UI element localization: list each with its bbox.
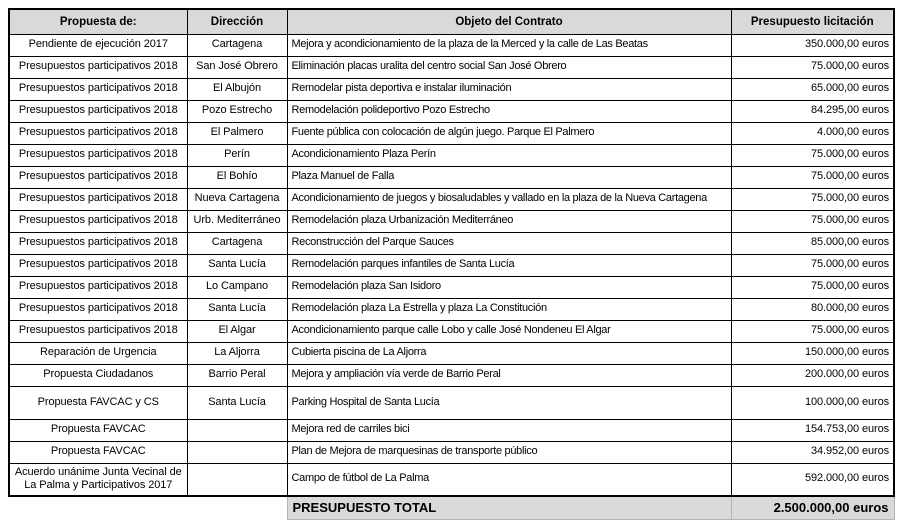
cell-propuesta: Presupuestos participativos 2018 — [9, 254, 187, 276]
cell-objeto: Mejora y acondicionamiento de la plaza de la Merced y la calle de Las Beatas — [287, 34, 731, 56]
cell-direccion: Santa Lucía — [187, 298, 287, 320]
col-header-direccion: Dirección — [187, 9, 287, 34]
table-row — [9, 210, 894, 232]
cell-propuesta: Acuerdo unánime Junta Vecinal de La Palma y Participativos 2017 — [9, 463, 187, 496]
cell-direccion: Nueva Cartagena — [187, 188, 287, 210]
cell-presupuesto: 75.000,00 euros — [731, 56, 894, 78]
cell-presupuesto: 75.000,00 euros — [731, 320, 894, 342]
table-header — [9, 9, 894, 34]
cell-objeto: Acondicionamiento parque calle Lobo y calle José Nondeneu El Algar — [287, 320, 731, 342]
cell-objeto: Remodelar pista deportiva e instalar iluminación — [287, 78, 731, 100]
cell-presupuesto: 154.753,00 euros — [731, 419, 894, 441]
cell-direccion — [187, 463, 287, 496]
col-header-propuesta: Propuesta de: — [9, 9, 187, 34]
table-body — [9, 34, 894, 496]
cell-presupuesto: 75.000,00 euros — [731, 188, 894, 210]
cell-propuesta: Pendiente de ejecución 2017 — [9, 34, 187, 56]
cell-presupuesto: 4.000,00 euros — [731, 122, 894, 144]
table-row — [9, 386, 894, 419]
cell-objeto: Acondicionamiento Plaza Perín — [287, 144, 731, 166]
cell-propuesta: Presupuestos participativos 2018 — [9, 144, 187, 166]
cell-propuesta: Presupuestos participativos 2018 — [9, 122, 187, 144]
cell-presupuesto: 75.000,00 euros — [731, 210, 894, 232]
table-footer — [9, 496, 894, 519]
cell-presupuesto: 85.000,00 euros — [731, 232, 894, 254]
cell-propuesta: Presupuestos participativos 2018 — [9, 276, 187, 298]
table-row — [9, 419, 894, 441]
total-amount: 2.500.000,00 euros — [731, 496, 894, 519]
cell-presupuesto: 75.000,00 euros — [731, 276, 894, 298]
cell-presupuesto: 75.000,00 euros — [731, 166, 894, 188]
cell-propuesta: Presupuestos participativos 2018 — [9, 210, 187, 232]
cell-presupuesto: 200.000,00 euros — [731, 364, 894, 386]
cell-propuesta: Presupuestos participativos 2018 — [9, 56, 187, 78]
cell-direccion: El Algar — [187, 320, 287, 342]
cell-objeto: Reconstrucción del Parque Sauces — [287, 232, 731, 254]
cell-objeto: Plaza Manuel de Falla — [287, 166, 731, 188]
cell-presupuesto: 75.000,00 euros — [731, 144, 894, 166]
cell-objeto: Mejora y ampliación vía verde de Barrio Peral — [287, 364, 731, 386]
cell-objeto: Mejora red de carriles bici — [287, 419, 731, 441]
cell-direccion: Santa Lucía — [187, 386, 287, 419]
cell-direccion: Santa Lucía — [187, 254, 287, 276]
table-row — [9, 364, 894, 386]
table-row — [9, 276, 894, 298]
cell-direccion: San José Obrero — [187, 56, 287, 78]
cell-presupuesto: 65.000,00 euros — [731, 78, 894, 100]
cell-propuesta: Propuesta FAVCAC — [9, 419, 187, 441]
budget-table — [8, 8, 895, 520]
cell-presupuesto: 100.000,00 euros — [731, 386, 894, 419]
cell-direccion — [187, 441, 287, 463]
cell-objeto: Campo de fútbol de La Palma — [287, 463, 731, 496]
table-row — [9, 188, 894, 210]
cell-objeto: Remodelación parques infantiles de Santa Lucía — [287, 254, 731, 276]
cell-propuesta: Presupuestos participativos 2018 — [9, 100, 187, 122]
table-row — [9, 342, 894, 364]
table-row — [9, 34, 894, 56]
table-row — [9, 100, 894, 122]
cell-propuesta: Propuesta Ciudadanos — [9, 364, 187, 386]
total-row — [9, 496, 894, 519]
table-row — [9, 122, 894, 144]
cell-objeto: Remodelación plaza La Estrella y plaza La Constitución — [287, 298, 731, 320]
cell-direccion: Urb. Mediterráneo — [187, 210, 287, 232]
cell-direccion: El Albujón — [187, 78, 287, 100]
cell-presupuesto: 350.000,00 euros — [731, 34, 894, 56]
cell-objeto: Fuente pública con colocación de algún juego. Parque El Palmero — [287, 122, 731, 144]
cell-presupuesto: 592.000,00 euros — [731, 463, 894, 496]
cell-propuesta: Propuesta FAVCAC — [9, 441, 187, 463]
cell-presupuesto: 34.952,00 euros — [731, 441, 894, 463]
cell-propuesta: Presupuestos participativos 2018 — [9, 78, 187, 100]
cell-objeto: Parking Hospital de Santa Lucía — [287, 386, 731, 419]
table-row — [9, 463, 894, 496]
col-header-presupuesto: Presupuesto licitación — [731, 9, 894, 34]
table-row — [9, 298, 894, 320]
cell-direccion: Cartagena — [187, 34, 287, 56]
cell-presupuesto: 75.000,00 euros — [731, 254, 894, 276]
cell-presupuesto: 80.000,00 euros — [731, 298, 894, 320]
table-row — [9, 254, 894, 276]
cell-direccion: Cartagena — [187, 232, 287, 254]
cell-presupuesto: 150.000,00 euros — [731, 342, 894, 364]
total-label: PRESUPUESTO TOTAL — [287, 496, 731, 519]
cell-direccion: El Bohío — [187, 166, 287, 188]
total-blank-cell — [187, 496, 287, 519]
cell-objeto: Remodelación plaza San Isidoro — [287, 276, 731, 298]
cell-objeto: Remodelación plaza Urbanización Mediterráneo — [287, 210, 731, 232]
cell-objeto: Acondicionamiento de juegos y biosaludables y vallado en la plaza de la Nueva Cartagena — [287, 188, 731, 210]
cell-propuesta: Presupuestos participativos 2018 — [9, 166, 187, 188]
cell-propuesta: Presupuestos participativos 2018 — [9, 320, 187, 342]
cell-objeto: Plan de Mejora de marquesinas de transporte público — [287, 441, 731, 463]
cell-direccion: Lo Campano — [187, 276, 287, 298]
table-row — [9, 78, 894, 100]
table-row — [9, 320, 894, 342]
cell-propuesta: Propuesta FAVCAC y CS — [9, 386, 187, 419]
cell-direccion: Perín — [187, 144, 287, 166]
cell-propuesta: Presupuestos participativos 2018 — [9, 298, 187, 320]
cell-propuesta: Presupuestos participativos 2018 — [9, 188, 187, 210]
cell-direccion: La Aljorra — [187, 342, 287, 364]
total-blank-cell — [9, 496, 187, 519]
cell-direccion: Pozo Estrecho — [187, 100, 287, 122]
cell-direccion: Barrio Peral — [187, 364, 287, 386]
header-row — [9, 9, 894, 34]
table-row — [9, 166, 894, 188]
cell-propuesta: Presupuestos participativos 2018 — [9, 232, 187, 254]
cell-propuesta: Reparación de Urgencia — [9, 342, 187, 364]
cell-objeto: Eliminación placas uralita del centro social San José Obrero — [287, 56, 731, 78]
cell-direccion: El Palmero — [187, 122, 287, 144]
col-header-objeto: Objeto del Contrato — [287, 9, 731, 34]
cell-objeto: Cubierta piscina de La Aljorra — [287, 342, 731, 364]
table-row — [9, 232, 894, 254]
cell-objeto: Remodelación polideportivo Pozo Estrecho — [287, 100, 731, 122]
table-row — [9, 441, 894, 463]
table-row — [9, 56, 894, 78]
cell-presupuesto: 84.295,00 euros — [731, 100, 894, 122]
cell-direccion — [187, 419, 287, 441]
table-row — [9, 144, 894, 166]
